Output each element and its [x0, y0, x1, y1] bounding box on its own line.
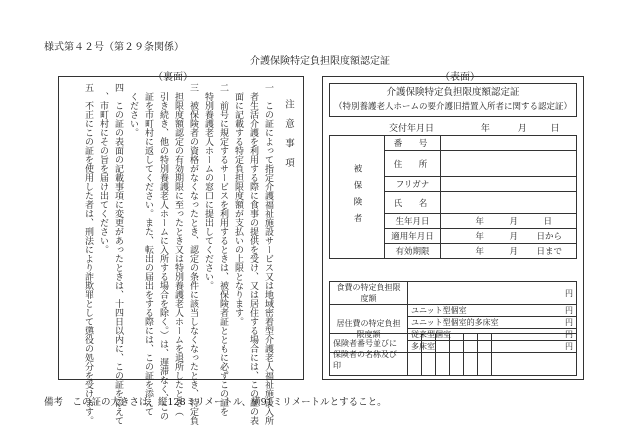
- name-label: 氏 名: [385, 192, 441, 214]
- insurer-number-box: [450, 334, 464, 376]
- number-label: 番 号: [385, 136, 441, 151]
- valid-month-unit: 月: [509, 247, 518, 257]
- insurer-number-box: [478, 334, 492, 376]
- front-side-label: （表面）: [440, 72, 480, 83]
- insurer-table: [329, 333, 577, 376]
- insurer-label: 保険者番号並びに保険者の名称及び印: [330, 334, 408, 376]
- note-line: 者生活介護を利用する際に食事の提供を受け、又は居住する場合には、この証の表: [248, 83, 258, 425]
- issue-date: [389, 121, 560, 134]
- apply-from-suffix: 日から: [536, 232, 562, 242]
- valid-until-value: [441, 244, 577, 259]
- certificate-subtitle: （特別養護老人ホームの要介護旧措置入所者に関する認定証）: [333, 102, 572, 112]
- note-line: 証を市町村に返してください。また、転出の届出をする際には、この証を添えて: [143, 83, 153, 416]
- issue-month-unit: 月: [517, 124, 527, 134]
- name-value: [441, 192, 577, 214]
- room-type-row: [408, 305, 577, 317]
- food-cost-yen: 円: [408, 282, 577, 305]
- note-line: 面に記載する特定負担限度額が支払いの上限となります。: [233, 83, 243, 326]
- note-line: ください。: [128, 83, 138, 137]
- issue-year-unit: 年: [480, 124, 490, 134]
- birth-month-unit: 月: [509, 217, 518, 227]
- birth-year-unit: 年: [475, 217, 484, 227]
- note-line: 二 前号に規定するサービスを利用するときは、被保険者証とともに必ずこの証を: [218, 83, 228, 416]
- notes-heading: 注意事項: [283, 99, 294, 177]
- note-line: 一 この証によって指定介護福祉施設サービス又は地域密着型介護老人福祉施設入所: [263, 83, 273, 425]
- certificate-title-box: [329, 83, 577, 117]
- front-panel: [322, 76, 584, 380]
- room-type-label: ユニット型個室: [411, 306, 467, 315]
- birth-day-unit: 日: [543, 217, 552, 227]
- certificate-title: 介護保険特定負担限度額認定証: [386, 87, 520, 98]
- insurer-number-box: [436, 334, 450, 376]
- footer-note: 備考 この証の大きさは、縦128ミリメートル、横91ミリメートルとすること。: [44, 397, 387, 408]
- room-type-row: [408, 317, 577, 329]
- room-type-label: 従来型個室: [411, 330, 451, 339]
- back-side-label: （裏面）: [153, 72, 193, 83]
- note-line: 特別養護老人ホームの窓口に提出してください。: [203, 83, 213, 290]
- form-number: 様式第４２号（第２９条関係）: [44, 42, 184, 53]
- furigana-label: フリガナ: [385, 177, 441, 192]
- room-type-yen: 円: [565, 318, 573, 327]
- note-line: 五 不正にこの証を使用した者は、刑法により詐欺罪として懲役の処分を受けます。: [83, 83, 93, 425]
- address-label: 住 所: [385, 151, 441, 177]
- room-type-yen: 円: [565, 306, 573, 315]
- note-line: 三 被保険者の資格がなくなったとき、認定の条件に該当しなくなったとき、特定負: [188, 83, 198, 425]
- apply-from-label: 適用年月日: [385, 229, 441, 244]
- apply-month-unit: 月: [509, 232, 518, 242]
- insurer-number-box: [464, 334, 478, 376]
- birth-value: [441, 214, 577, 229]
- insurer-number-box: [408, 334, 422, 376]
- insured-label: 被保険者: [330, 136, 385, 259]
- food-cost-label: 食費の特定負担限度額: [330, 282, 408, 305]
- valid-until-suffix: 日まで: [536, 247, 562, 257]
- room-type-label: ユニット型個室的多床室: [411, 318, 499, 327]
- room-type-label: 多床室: [411, 342, 435, 351]
- note-line: 、市町村にその旨を届け出てください。: [98, 83, 108, 254]
- address-value: [441, 151, 577, 177]
- birth-label: 生年月日: [385, 214, 441, 229]
- furigana-value: [441, 177, 577, 192]
- valid-until-label: 有効期限: [385, 244, 441, 259]
- issue-date-label: 交付年月日: [389, 124, 435, 134]
- apply-from-value: [441, 229, 577, 244]
- insurer-name-seal: [492, 334, 577, 376]
- document-title: 介護保険特定負担限度額認定証: [250, 56, 390, 67]
- note-line: 引き続き、他の特別養護老人ホームに入所する場合を除く。）は、遅滞なく、この: [158, 83, 168, 421]
- insured-info-table: [329, 135, 577, 259]
- apply-year-unit: 年: [475, 232, 484, 242]
- room-type-yen: 円: [565, 330, 573, 339]
- valid-year-unit: 年: [475, 247, 484, 257]
- issue-day-unit: 日: [550, 124, 560, 134]
- note-line: 担限度額認定の有効期限に至ったとき又は特別養護老人ホームを退所したとき（: [173, 83, 183, 416]
- room-type-yen: 円: [565, 342, 573, 351]
- residence-cost-label: 居住費の特定負担限度額: [330, 305, 408, 353]
- note-line: 四 この証の表面の記載事項に変更があったときは、十四日以内に、この証を添えて: [113, 83, 123, 425]
- number-value: [441, 136, 577, 151]
- insurer-number-box: [422, 334, 436, 376]
